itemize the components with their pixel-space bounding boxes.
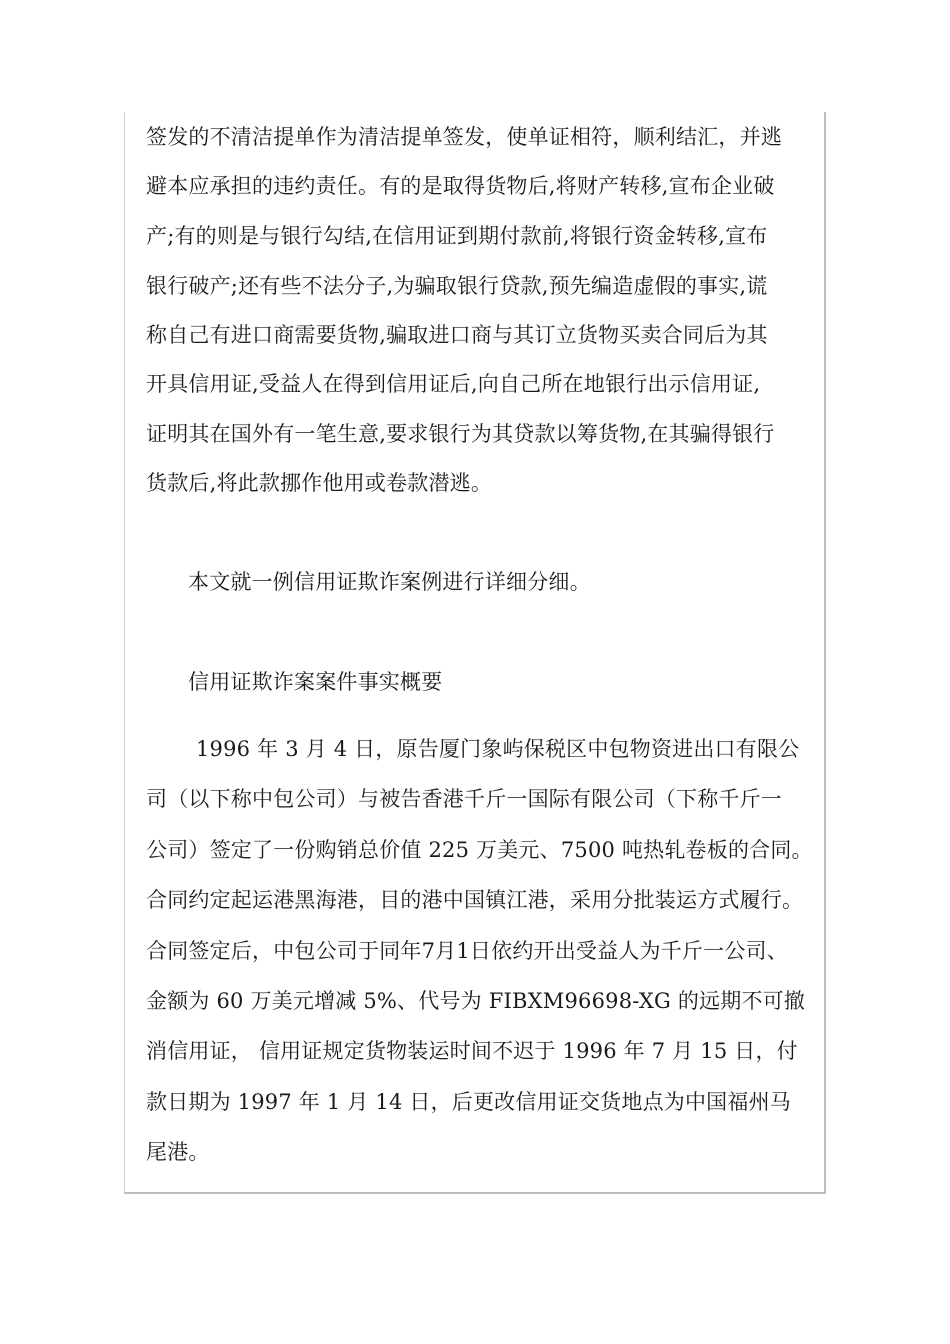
text-line: 货款后,将此款挪作他用或卷款潜逃。: [146, 471, 493, 495]
text-line: 签发的不清洁提单作为清洁提单签发，使单证相符，顺利结汇，并逃: [146, 125, 782, 149]
text-line: 银行破产;还有些不法分子,为骗取银行贷款,预先编造虚假的事实,谎: [146, 274, 768, 298]
summary-paragraph: 本文就一例信用证欺诈案例进行详细分细。: [188, 570, 591, 594]
section-heading: 信用证欺诈案案件事实概要: [188, 670, 443, 694]
text-line: 消信用证， 信用证规定货物装运时间不迟于 1996 年 7 月 15 日，付: [146, 1039, 798, 1063]
text-line: 证明其在国外有一笔生意,要求银行为其贷款以筹货物,在其骗得银行: [146, 422, 775, 446]
text-line: 公司）签定了一份购销总价值 225 万美元、7500 吨热轧卷板的合同。: [146, 838, 813, 862]
text-line: 称自己有进口商需要货物,骗取进口商与其订立货物买卖合同后为其: [146, 323, 768, 347]
text-line: 合同签定后，中包公司于同年7月1日依约开出受益人为千斤一公司、: [146, 939, 788, 963]
text-line: 1996 年 3 月 4 日，原告厦门象屿保税区中包物资进出口有限公: [196, 737, 800, 761]
text-line: 款日期为 1997 年 1 月 14 日，后更改信用证交货地点为中国福州马: [146, 1090, 791, 1114]
text-line: 产;有的则是与银行勾结,在信用证到期付款前,将银行资金转移,宣布: [146, 224, 768, 248]
text-line: 合同约定起运港黑海港，目的港中国镇江港，采用分批装运方式履行。: [146, 888, 804, 912]
text-line: 避本应承担的违约责任。有的是取得货物后,将财产转移,宣布企业破: [146, 174, 775, 198]
text-line: 司（以下称中包公司）与被告香港千斤一国际有限公司（下称千斤一: [146, 787, 782, 811]
text-line: 开具信用证,受益人在得到信用证后,向自己所在地银行出示信用证,: [146, 372, 761, 396]
text-line: 金额为 60 万美元增减 5%、代号为 FIBXM96698-XG 的远期不可撤: [146, 989, 806, 1013]
text-line: 尾港。: [146, 1140, 210, 1164]
